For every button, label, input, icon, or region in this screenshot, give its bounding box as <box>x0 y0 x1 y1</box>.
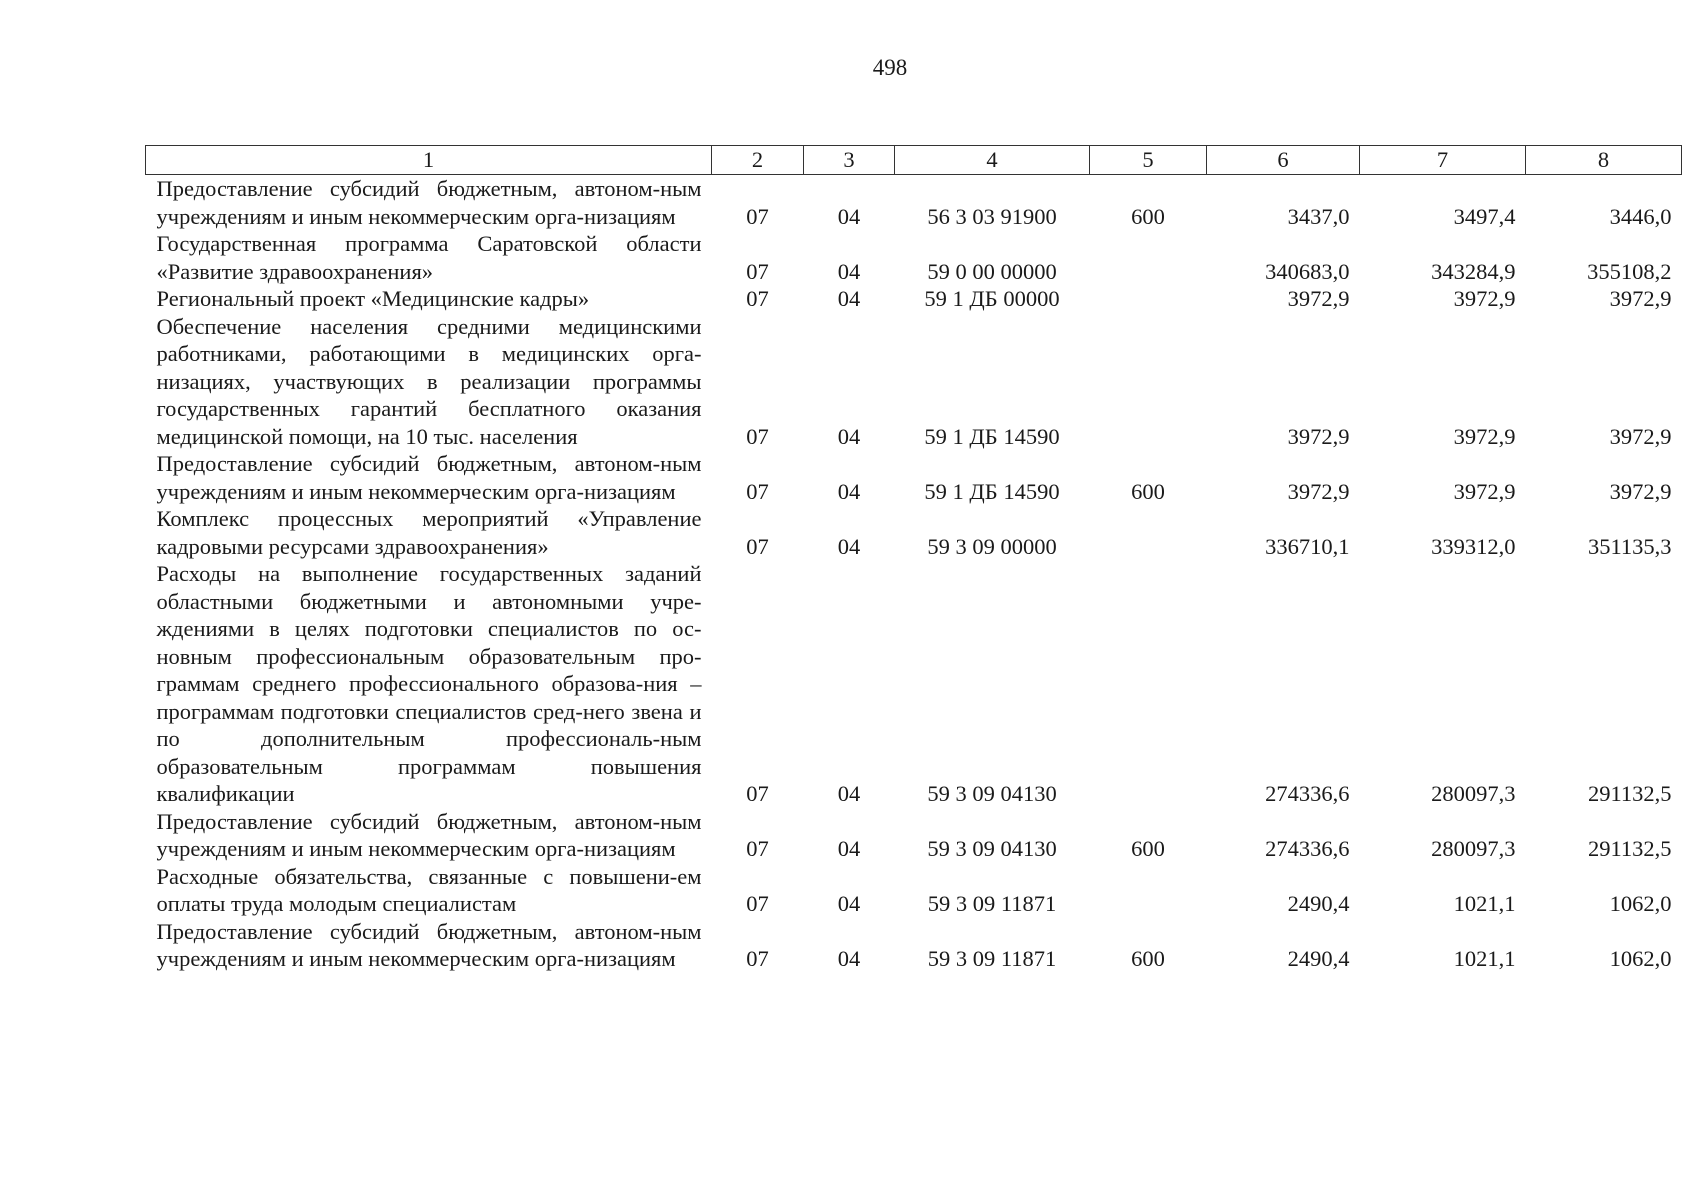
row-description: Предоставление субсидий бюджетным, автоном-ным учреждениям и иным некоммерческим орга-низациям <box>156 176 702 229</box>
section-code: 07 <box>746 781 769 806</box>
amount-col8: 3446,0 <box>1609 203 1672 229</box>
amount-col6: 3972,9 <box>1287 286 1350 311</box>
header-cell: 4 <box>895 146 1090 175</box>
header-cell: 7 <box>1360 146 1526 175</box>
header-cell: 6 <box>1207 146 1360 175</box>
section-code: 07 <box>746 423 769 449</box>
header-row <box>146 146 1682 175</box>
amount-col7: 343284,9 <box>1431 258 1516 284</box>
budget-table <box>145 145 1682 973</box>
expense-type: 600 <box>1131 946 1165 971</box>
amount-col8: 351135,3 <box>1587 533 1672 559</box>
subsection-code: 04 <box>837 203 861 229</box>
amount-col6: 3972,9 <box>1287 478 1350 504</box>
expense-type: 600 <box>1131 203 1165 229</box>
amount-col7: 3497,4 <box>1453 203 1516 229</box>
section-code: 07 <box>746 946 769 971</box>
table-row <box>146 175 1682 231</box>
header-cell: 3 <box>804 146 895 175</box>
amount-col7: 3972,9 <box>1453 478 1516 504</box>
amount-col8: 1062,0 <box>1609 946 1672 971</box>
target-code: 56 3 03 91900 <box>927 203 1057 229</box>
amount-col8: 3972,9 <box>1609 423 1672 449</box>
header-cell: 5 <box>1090 146 1207 175</box>
target-code: 59 3 09 11871 <box>927 946 1057 971</box>
table-row <box>146 313 1682 451</box>
table-row <box>146 560 1682 808</box>
table-row <box>146 285 1682 313</box>
target-code: 59 3 09 04130 <box>927 781 1057 806</box>
subsection-code: 04 <box>837 533 861 559</box>
expense-type <box>1090 560 1207 808</box>
header-cell: 1 <box>146 146 712 175</box>
expense-type: 600 <box>1131 836 1165 861</box>
amount-col8: 291132,5 <box>1587 836 1672 861</box>
section-code: 07 <box>746 533 769 559</box>
expense-type <box>1090 285 1207 313</box>
amount-col8: 291132,5 <box>1587 781 1672 806</box>
row-description: Обеспечение населения средними медицинскими работниками, работающими в медицинских орга-низациях, участвующих в реализации программы государственных гарантий бесплатного оказания медицинской помощи, на 10 тыс. населения <box>156 313 702 449</box>
target-code: 59 3 09 11871 <box>927 891 1057 916</box>
row-description: Расходные обязательства, связанные с повышени-ем оплаты труда молодым специалистам <box>156 863 702 916</box>
section-code: 07 <box>746 836 769 861</box>
amount-col6: 3437,0 <box>1287 203 1350 229</box>
target-code: 59 1 ДБ 00000 <box>924 286 1060 311</box>
amount-col7: 280097,3 <box>1431 781 1516 806</box>
row-description: Государственная программа Саратовской области «Развитие здравоохранения» <box>156 231 702 284</box>
table-row <box>146 808 1682 863</box>
target-code: 59 3 09 04130 <box>927 836 1057 861</box>
section-code: 07 <box>746 258 769 284</box>
target-code: 59 0 00 00000 <box>927 258 1057 284</box>
subsection-code: 04 <box>837 258 861 284</box>
table-row <box>146 230 1682 285</box>
subsection-code: 04 <box>837 946 861 971</box>
amount-col7: 3972,9 <box>1453 423 1516 449</box>
row-description: Предоставление субсидий бюджетным, автоном-ным учреждениям и иным некоммерческим орга-низациям <box>156 808 702 861</box>
amount-col7: 1021,1 <box>1453 946 1516 971</box>
amount-col6: 274336,6 <box>1265 836 1350 861</box>
subsection-code: 04 <box>837 891 861 916</box>
header-cell: 8 <box>1526 146 1682 175</box>
row-description: Региональный проект «Медицинские кадры» <box>156 286 590 311</box>
amount-col8: 355108,2 <box>1587 258 1672 284</box>
expense-type <box>1090 230 1207 285</box>
target-code: 59 1 ДБ 14590 <box>924 478 1060 504</box>
subsection-code: 04 <box>837 423 861 449</box>
amount-col7: 339312,0 <box>1431 533 1516 559</box>
target-code: 59 3 09 00000 <box>927 533 1057 559</box>
section-code: 07 <box>746 203 769 229</box>
amount-col6: 340683,0 <box>1265 258 1350 284</box>
amount-col6: 3972,9 <box>1287 423 1350 449</box>
table-row <box>146 505 1682 560</box>
amount-col6: 2490,4 <box>1287 946 1350 971</box>
expense-type <box>1090 863 1207 918</box>
row-description: Комплекс процессных мероприятий «Управление кадровыми ресурсами здравоохранения» <box>156 506 702 559</box>
row-description: Предоставление субсидий бюджетным, автоном-ным учреждениям и иным некоммерческим орга-низациям <box>156 451 702 504</box>
row-description: Предоставление субсидий бюджетным, автоном-ным учреждениям и иным некоммерческим орга-низациям <box>156 918 702 971</box>
amount-col6: 274336,6 <box>1265 781 1350 806</box>
amount-col8: 3972,9 <box>1609 286 1672 311</box>
row-description: Расходы на выполнение государственных заданий областными бюджетными и автономными учре-ждениями в целях подготовки специалистов по ос-новным профессиональным образовательным про-граммам среднего профессионального образова-ния – программам подготовки специалистов сред-него звена и по дополнительным профессиональ-ным образовательным программам повышения квалификации <box>156 561 702 806</box>
table-row <box>146 863 1682 918</box>
amount-col6: 2490,4 <box>1287 891 1350 916</box>
table-row <box>146 918 1682 973</box>
section-code: 07 <box>746 891 769 916</box>
expense-type: 600 <box>1131 478 1165 504</box>
expense-type <box>1090 505 1207 560</box>
subsection-code: 04 <box>837 781 861 806</box>
subsection-code: 04 <box>837 478 861 504</box>
expense-type <box>1090 313 1207 451</box>
amount-col8: 3972,9 <box>1609 478 1672 504</box>
section-code: 07 <box>746 478 769 504</box>
header-cell: 2 <box>712 146 804 175</box>
amount-col7: 1021,1 <box>1453 891 1516 916</box>
subsection-code: 04 <box>837 836 861 861</box>
table-row <box>146 450 1682 505</box>
amount-col8: 1062,0 <box>1609 891 1672 916</box>
amount-col7: 280097,3 <box>1431 836 1516 861</box>
amount-col6: 336710,1 <box>1265 533 1350 559</box>
target-code: 59 1 ДБ 14590 <box>924 423 1060 449</box>
amount-col7: 3972,9 <box>1453 286 1516 311</box>
page-number: 498 <box>872 55 908 80</box>
subsection-code: 04 <box>837 286 861 311</box>
section-code: 07 <box>746 286 769 311</box>
